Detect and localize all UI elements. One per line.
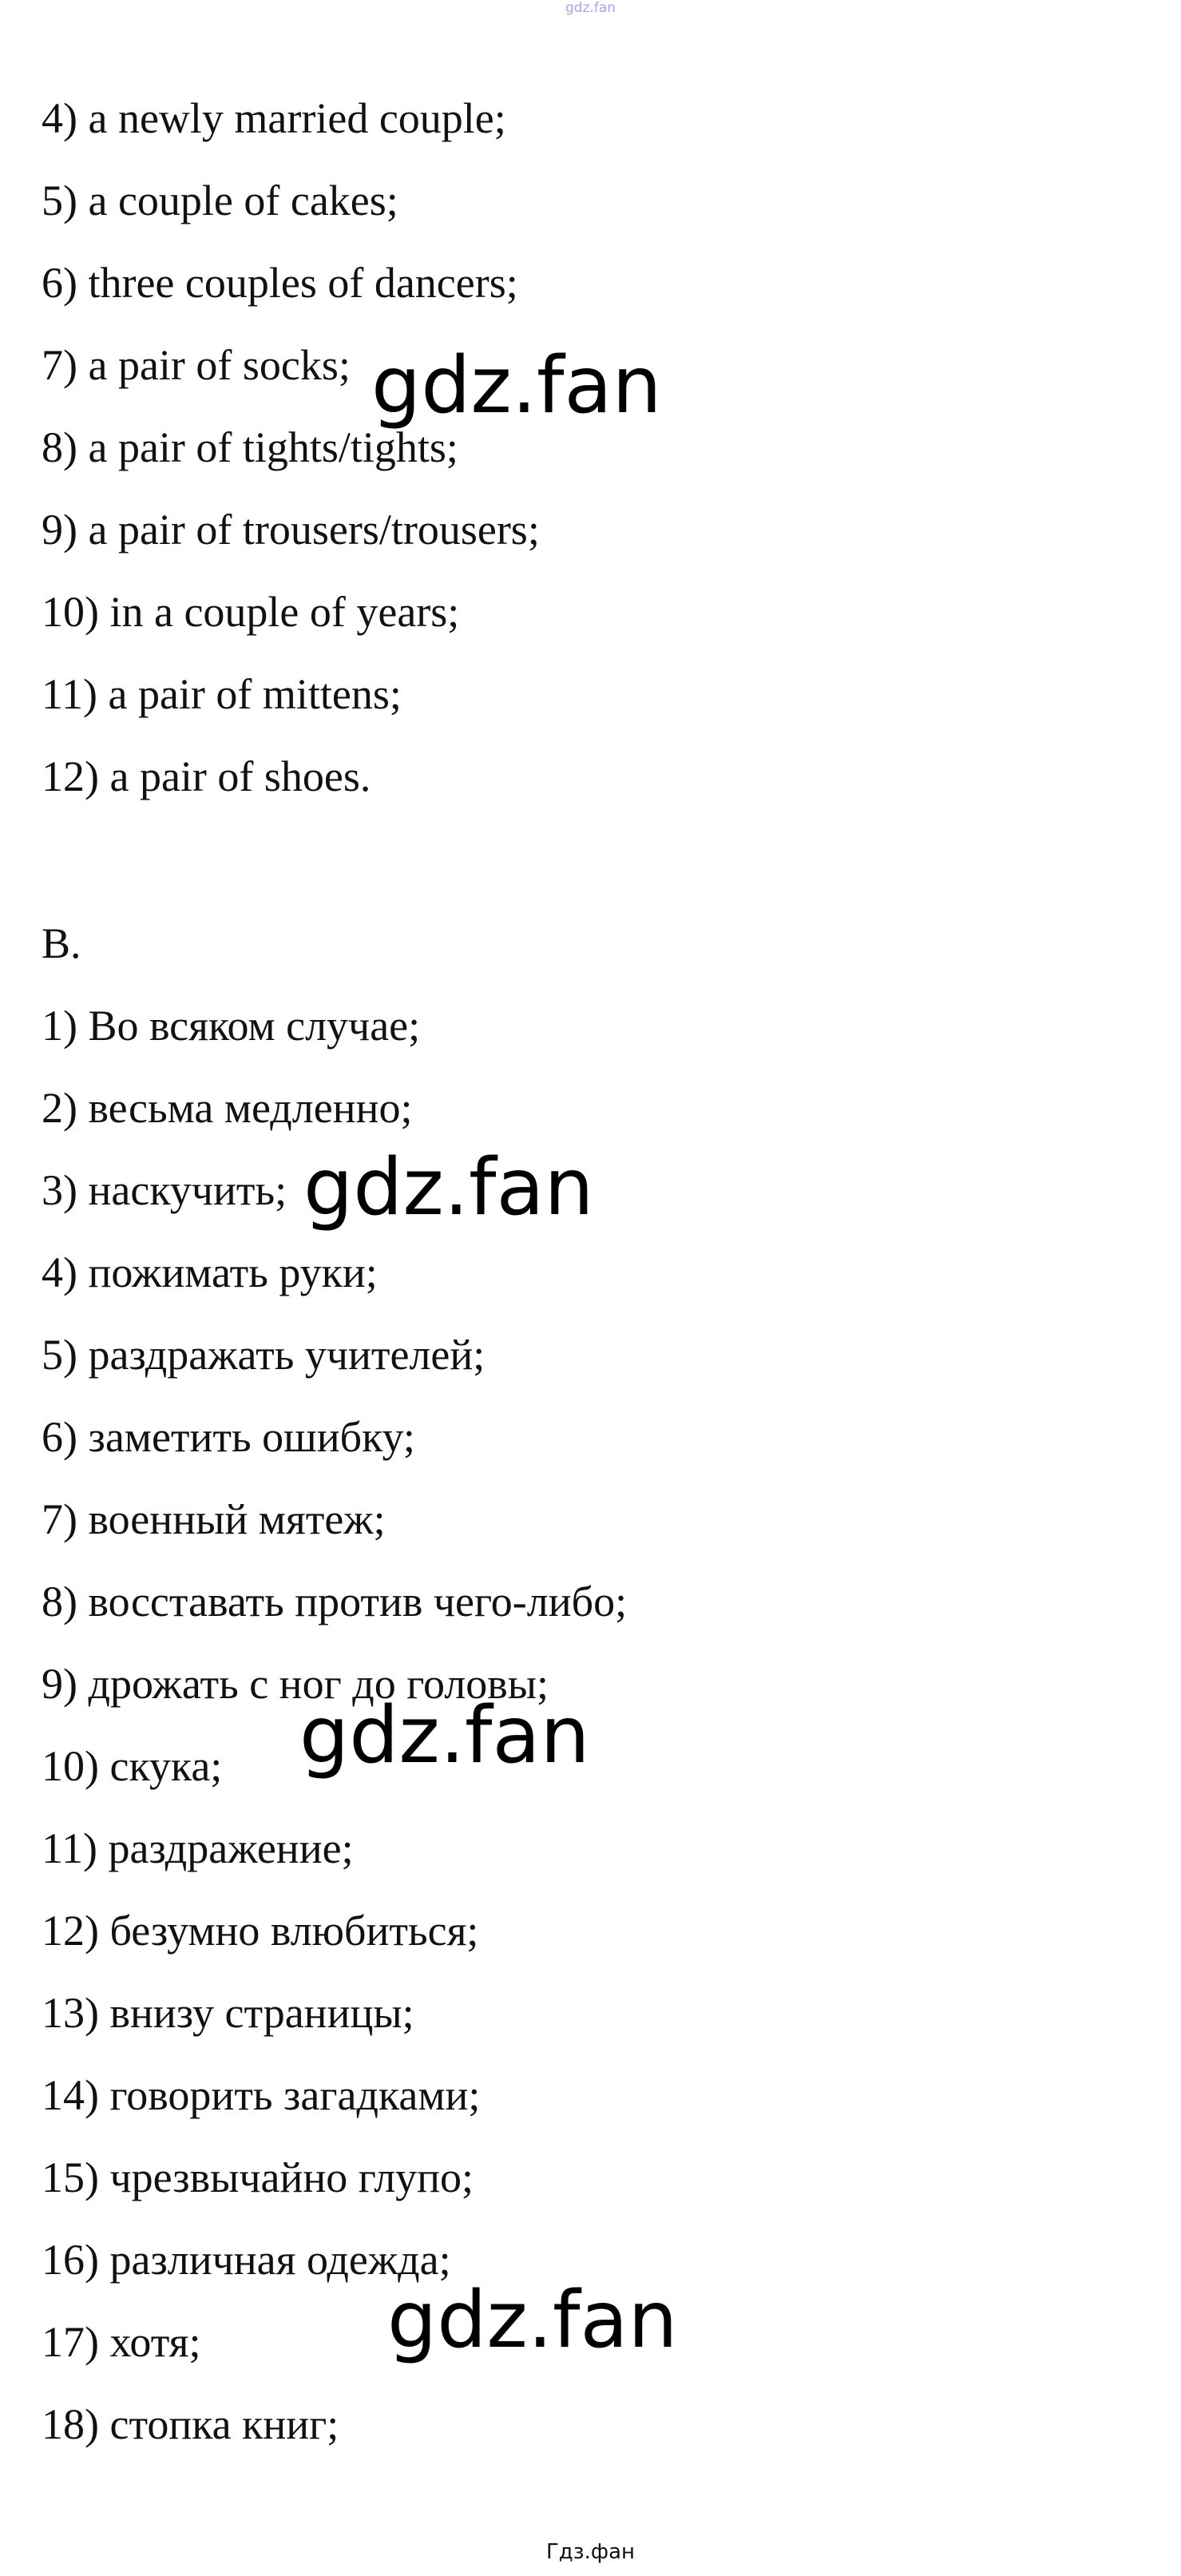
section-heading: B. [42, 919, 81, 967]
watermark-text: gdz.fan [299, 1690, 590, 1781]
list-item: 15) чрезвычайно глупо; [42, 2153, 474, 2201]
list-item: 17) хотя; [42, 2318, 201, 2366]
list-item: 7) военный мятеж; [42, 1495, 386, 1543]
list-item: 6) заметить ошибку; [42, 1413, 415, 1461]
watermark-text: gdz.fan [303, 1142, 594, 1233]
list-item: 4) a newly married couple; [42, 94, 506, 142]
list-item: 8) восставать против чего-либо; [42, 1578, 628, 1625]
list-item: 9) дрожать с ног до головы; [42, 1660, 549, 1708]
page-footer: Гдз.фан [545, 2540, 636, 2564]
list-item: 16) различная одежда; [42, 2236, 451, 2284]
list-item: 3) наскучить; [42, 1166, 287, 1214]
list-item: 7) a pair of socks; [42, 341, 351, 389]
list-item: 10) скука; [42, 1742, 223, 1790]
top-watermark: gdz.fan [565, 0, 616, 16]
list-item: 4) пожимать руки; [42, 1248, 378, 1296]
list-item: 9) a pair of trousers/trousers; [42, 506, 540, 554]
list-item: 1) Во всяком случае; [42, 1002, 421, 1050]
watermark-text: gdz.fan [387, 2275, 678, 2366]
list-item: 6) three couples of dancers; [42, 259, 518, 307]
list-item: 12) a pair of shoes. [42, 752, 371, 800]
list-item: 11) раздражение; [42, 1824, 354, 1872]
list-item: 11) a pair of mittens; [42, 670, 402, 718]
list-item: 5) a couple of cakes; [42, 177, 398, 224]
list-item: 5) раздражать учителей; [42, 1331, 485, 1379]
watermark-text: gdz.fan [371, 340, 662, 431]
list-item: 8) a pair of tights/tights; [42, 423, 458, 471]
list-item: 10) in a couple of years; [42, 588, 460, 636]
list-item: 2) весьма медленно; [42, 1084, 413, 1132]
list-item: 12) безумно влюбиться; [42, 1907, 479, 1955]
list-item: 14) говорить загадками; [42, 2071, 481, 2119]
list-item: 18) стопка книг; [42, 2400, 339, 2448]
list-item: 13) внизу страницы; [42, 1989, 414, 2037]
